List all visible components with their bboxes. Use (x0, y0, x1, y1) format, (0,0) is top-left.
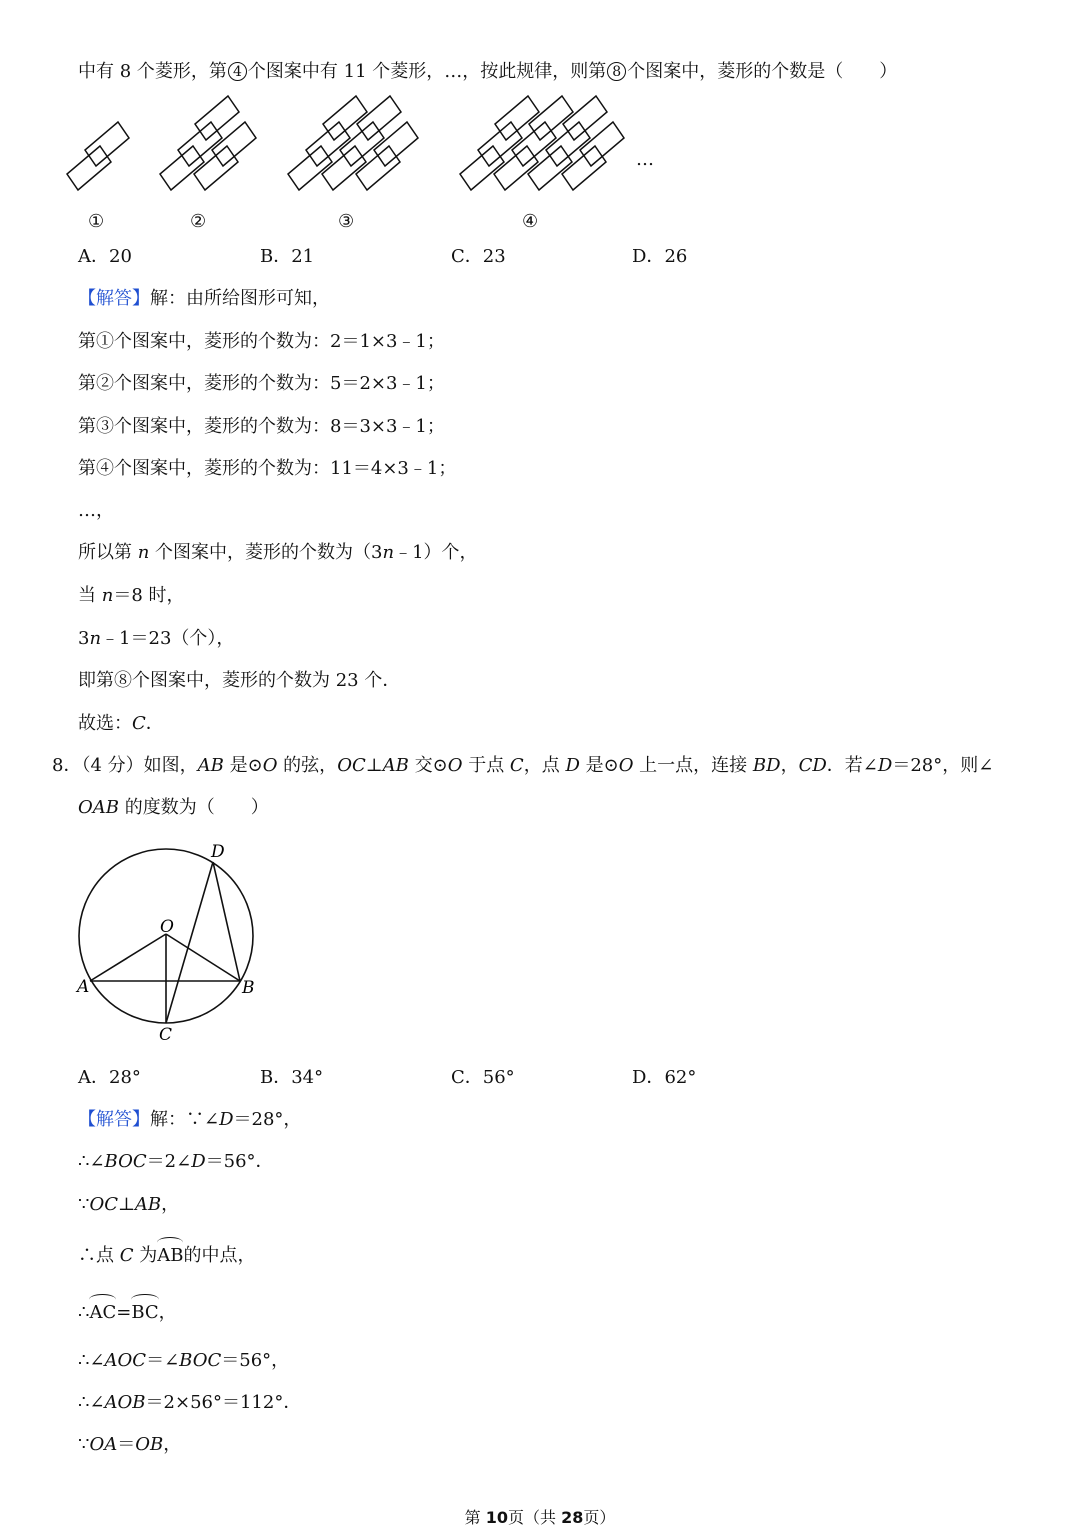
q8-stem-part: ，点 (523, 755, 566, 776)
q8-answer-7: ∴∠AOB＝2×56°＝112°． (78, 1392, 302, 1413)
q8-answer-3: ∵OC⊥AB， (78, 1194, 180, 1215)
q8-stem-part: 上一点，连接 (633, 755, 753, 776)
rhombus-shape (306, 122, 350, 166)
q8-stem-part: 于点 (462, 755, 510, 776)
rhombus-shape (288, 146, 332, 190)
rhombus-shape (160, 146, 204, 190)
q8-stem-line2: OAB 的度数为（ ） (78, 797, 269, 818)
q8-stem-part: AB (197, 755, 224, 776)
q7-dots: …， (78, 500, 114, 521)
q8-answer-1: 【解答】解：∵∠D＝28°， (78, 1109, 302, 1130)
q8-stem-part: ⊥ (365, 755, 383, 776)
segment-cd (166, 862, 213, 1023)
q8-stem-part: AB (382, 755, 409, 776)
q7-choice: 故选：C． (78, 713, 164, 734)
q7-option-a: A．20 (78, 246, 132, 267)
rhombus-shape (85, 122, 129, 166)
label-a: A (77, 977, 90, 997)
rhombus-shape (562, 146, 606, 190)
q8-option-a: A．28° (78, 1067, 141, 1088)
page-footer: 第 10页（共 28页） (464, 1508, 616, 1527)
q8-stem-part: OC (337, 755, 366, 776)
q7-step-3: 第③个图案中，菱形的个数为：8＝3×3﹣1； (78, 416, 445, 437)
q7-option-d: D．26 (632, 246, 688, 267)
rhombus-shape (460, 146, 504, 190)
circle-geometry-figure (70, 838, 270, 1048)
arc-bc: BC (131, 1302, 159, 1323)
answer-tag: 【解答】 (78, 288, 150, 309)
q8-stem-part: ， (780, 755, 799, 776)
q8-stem-part: 交⊙ (408, 755, 448, 776)
segment-oa (90, 934, 166, 981)
q7-step-2: 第②个图案中，菱形的个数为：5＝2×3﹣1； (78, 373, 445, 394)
rhombus-shape (178, 122, 222, 166)
q8-answer-2: ∴∠BOC＝2∠D＝56°． (78, 1151, 274, 1172)
q8-option-d: D．62° (632, 1067, 697, 1088)
pattern-label-4: ④ (522, 211, 539, 232)
q8-stem-part: O (447, 755, 463, 776)
rhombus-shape (194, 146, 238, 190)
q7-calc: 3n﹣1＝23（个）， (78, 628, 235, 649)
pattern-label-3: ③ (338, 211, 355, 232)
q8-stem-part: BD (752, 755, 781, 776)
q8-stem-part: O (618, 755, 634, 776)
q8-stem-part: D (877, 755, 893, 776)
q8-stem-part: 是⊙ (579, 755, 619, 776)
q8-answer-8: ∵OA＝OB， (78, 1434, 182, 1455)
label-d: D (211, 842, 225, 862)
label-o: O (160, 917, 174, 937)
label-b: B (242, 978, 255, 998)
q8-stem-part: ＝28°，则∠ (892, 755, 994, 776)
q8-stem-part: 是⊙ (223, 755, 263, 776)
q8-option-b: B．34° (260, 1067, 324, 1088)
q7-answer-intro: 【解答】解：由所给图形可知， (78, 288, 330, 309)
q7-general: 所以第 n 个图案中，菱形的个数为（3n﹣1）个， (78, 542, 478, 563)
q8-option-c: C．56° (451, 1067, 515, 1088)
rhombus-shape (528, 146, 572, 190)
arc-ac: AC (89, 1302, 117, 1323)
q8-answer-6: ∴∠AOC＝∠BOC＝56°， (78, 1350, 290, 1371)
rhombus-shape (322, 146, 366, 190)
rhombus-shape (67, 146, 111, 190)
q7-stem: 中有 8 个菱形，第 4 个图案中有 11 个菱形，…，按此规律，则第 8 个图案中，菱形的个数是（ ） (78, 61, 898, 82)
arc-ab: AB (157, 1245, 184, 1266)
q7-option-c: C．23 (451, 246, 506, 267)
segment-ob (166, 934, 240, 981)
pattern-label-1: ① (88, 211, 105, 232)
rhombus-shape (478, 122, 522, 166)
q7-conclusion: 即第⑧个图案中，菱形的个数为 23 个． (78, 670, 401, 691)
segment-bd (213, 862, 240, 981)
answer-tag: 【解答】 (78, 1109, 150, 1130)
q7-step-4: 第④个图案中，菱形的个数为：11＝4×3﹣1； (78, 458, 457, 479)
q7-when: 当 n＝8 时， (78, 585, 185, 606)
q8-stem-part: CD (798, 755, 827, 776)
q8-answer-5: ∴AC=BC， (78, 1302, 177, 1323)
q8-stem-part: ．若∠ (826, 755, 878, 776)
q8-stem-line1: 8．（4 分）如图，AB 是⊙O 的弦，OC⊥AB 交⊙O 于点 C，点 D 是⊙O 上一点，连接 BD，CD．若∠D＝28°，则∠ (52, 755, 994, 776)
q7-step-1: 第①个图案中，菱形的个数为：2＝1×3﹣1； (78, 331, 445, 352)
q8-stem-part: 的弦， (277, 755, 338, 776)
q8-answer-4: ∴点 C 为AB的中点， (78, 1245, 256, 1266)
rhombus-pattern-figure (60, 90, 680, 240)
pattern-ellipsis: … (636, 149, 654, 170)
q8-stem-part: D (565, 755, 580, 776)
rhombus-shape (494, 146, 538, 190)
q8-stem-part: C (509, 755, 524, 776)
label-c: C (159, 1025, 173, 1045)
pattern-label-2: ② (190, 211, 207, 232)
rhombus-shape (356, 146, 400, 190)
q8-stem-part: O (262, 755, 278, 776)
q7-option-b: B．21 (260, 246, 315, 267)
